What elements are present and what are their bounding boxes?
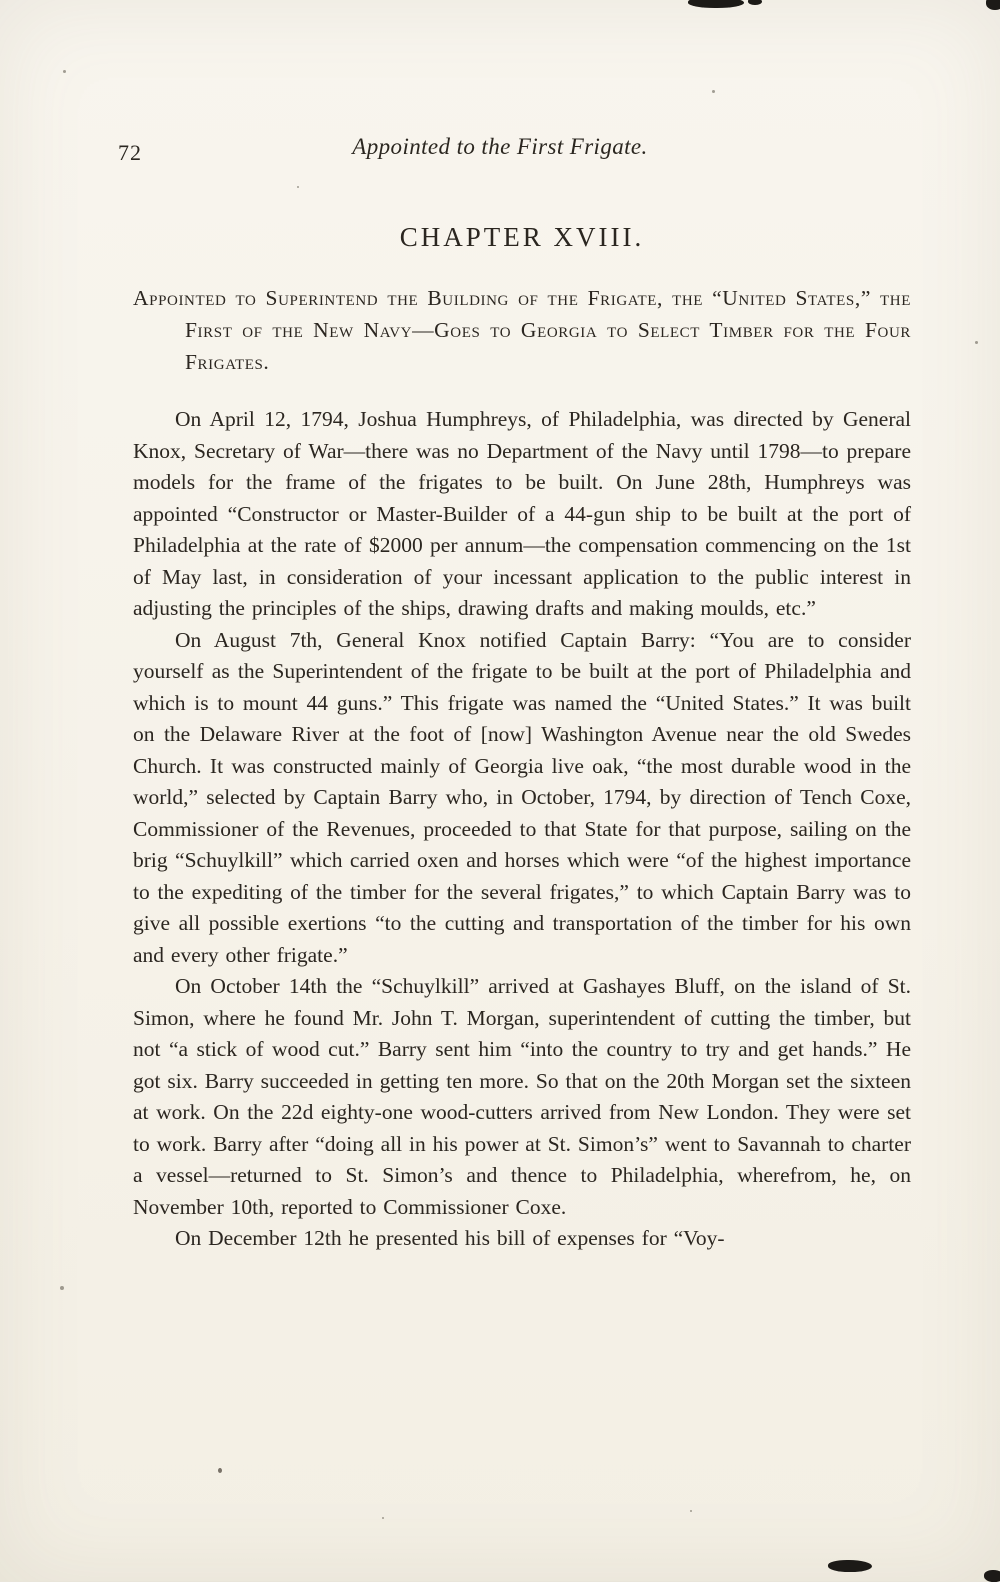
scan-speck (297, 186, 299, 188)
running-head (0, 134, 1000, 168)
scan-speck (218, 1468, 222, 1473)
scan-speck (975, 341, 978, 344)
chapter-heading: CHAPTER XVIII. (399, 222, 645, 252)
paragraph: On August 7th, General Knox notified Captain Barry: “You are to consider yourself as the Superintendent of the frigate to be built at the port of Philadelphia and which is to mount 44 guns.” This frigate was named the “United States.” It was built on the Delaware River at the foot of [now] Washington Avenue near the old Swedes Church. It was constructed mainly of Georgia live oak, “the most durable wood in the world,” selected by Captain Barry who, in October, 1794, by direction of Tench Coxe, Commissioner of the Revenues, proceeded to that State for that purpose, sailing on the brig “Schuylkill” which carried oxen and horses which were “of the highest importance to the expediting of the timber for the several frigates,” to which Captain Barry was to give all possible exertions “to the cutting and transportation of the timber for his own and every other frigate.” (133, 627, 911, 967)
paragraph: On April 12, 1794, Joshua Humphreys, of Philadelphia, was directed by General Knox, Secretary of War—there was no Department of the Navy until 1798—to prepare models for the frame of the frigates to be built. On June 28th, Humphreys was appointed “Constructor or Master-Builder of a 44-gun ship to be built at the port of Philadelphia at the rate of $2000 per annum—the compensation commencing on the 1st of May last, in consideration of your incessant application to the public interest in adjusting the principles of the ships, drawing drafts and making moulds, etc.” (133, 407, 911, 621)
page-number: 72 (118, 140, 142, 165)
scan-smudge (828, 1560, 872, 1572)
scan-smudge (688, 0, 744, 8)
running-header-title: Appointed to the First Frigate. (352, 134, 648, 159)
scan-smudge (748, 0, 762, 5)
scan-speck (382, 1517, 384, 1519)
text-column (133, 222, 911, 1255)
scan-speck (63, 70, 66, 73)
scan-speck (712, 90, 715, 93)
paragraph: On October 14th the “Schuylkill” arrived at Gashayes Bluff, on the island of St. Simon, where he found Mr. John T. Morgan, superintendent of cutting the timber, but not “a stick of wood cut.” Barry sent him “into the country to try and get hands.” He got six. Barry succeeded in getting ten more. So that on the 20th Morgan set the sixteen at work. On the 22d eighty-one wood-cutters arrived from New London. They were set to work. Barry after “doing all in his power at St. Simon’s” went to Savannah to charter a vessel—returned to St. Simon’s and thence to Philadelphia, wherefrom, he, on November 10th, reported to Commissioner Coxe. (133, 974, 911, 1219)
paragraph: On December 12th he presented his bill of expenses for “Voy- (175, 1226, 725, 1251)
scan-smudge (984, 1570, 1000, 1582)
body-text (133, 404, 911, 1254)
scan-speck (60, 1286, 64, 1290)
scan-speck (690, 1510, 692, 1512)
chapter-subtitle: Appointed to Superintend the Building of the Frigate, the “United States,” the First of the New Navy—Goes to Georgia to Select Timber for the Four Frigates. (133, 286, 911, 374)
scan-smudge (986, 0, 1000, 10)
